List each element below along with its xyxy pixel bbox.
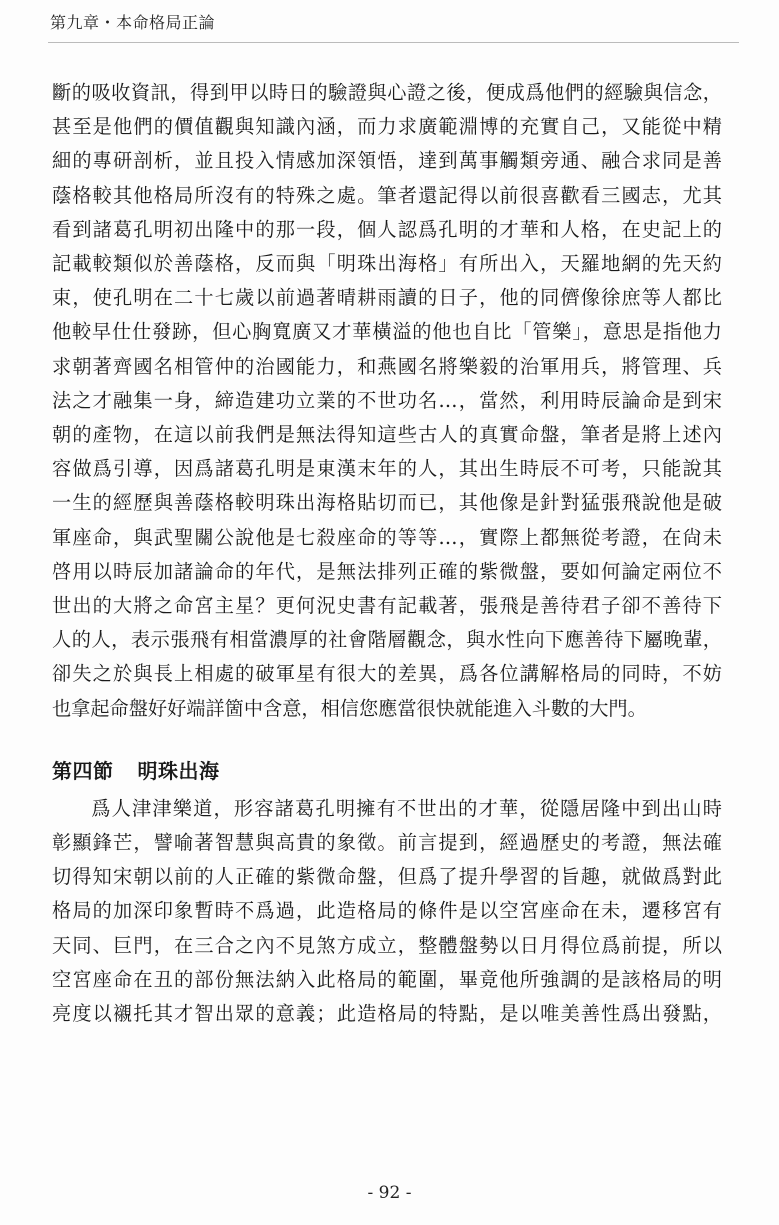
running-header: 第九章・本命格局正論: [50, 13, 216, 32]
text-line: 蔭格較其他格局所沒有的特殊之處。筆者還記得以前很喜歡看三國志，尤其: [52, 183, 722, 207]
body-paragraph: [52, 76, 722, 726]
text-line: 他較早仕仕發跡，但心胸寬廣又才華橫溢的他也自比「管樂」，意思是指他力: [52, 320, 722, 344]
page-number: - 92 -: [367, 1183, 412, 1203]
text-line: 也拿起命盤好好端詳箇中含意，相信您應當很快就能進入斗數的大門。: [52, 696, 647, 720]
text-line: 一生的經歷與善蔭格較明珠出海格貼切而已，其他像是針對猛張飛說他是破: [52, 491, 722, 515]
text-line: 容做爲引導，因爲諸葛孔明是東漢末年的人，其出生時辰不可考，只能說其: [52, 457, 722, 481]
text-line: 朝的產物，在這以前我們是無法得知這些古人的真實命盤，筆者是將上述內: [52, 423, 722, 447]
text-line: 求朝著齊國名相管仲的治國能力，和燕國名將樂毅的治軍用兵，將管理、兵: [52, 354, 722, 378]
text-line: 亮度以襯托其才智出眾的意義；此造格局的特點，是以唯美善性爲出發點，: [52, 1002, 722, 1026]
header-rule: [48, 42, 739, 43]
text-line: 看到諸葛孔明初出隆中的那一段，個人認爲孔明的才華和人格，在史記上的: [52, 217, 722, 241]
text-line: 人的人，表示張飛有相當濃厚的社會階層觀念，與水性向下應善待下屬晚輩，: [52, 628, 722, 652]
text-line: 斷的吸收資訊，得到甲以時日的驗證與心證之後，便成爲他們的經驗與信念，: [52, 81, 722, 104]
text-line-content: 爲人津津樂道，形容諸葛孔明擁有不世出的才華，從隱居隆中到出山時: [90, 796, 722, 820]
text-line: 空宮座命在丑的部份無法納入此格局的範圍，畢竟他所強調的是該格局的明: [52, 967, 722, 991]
text-line: 卻失之於與長上相處的破軍星有很大的差異，爲各位講解格局的同時，不妨: [52, 662, 722, 686]
text-line: 世出的大將之命宮主星？更何況史書有記載著，張飛是善待君子卻不善待下: [52, 594, 722, 618]
body-paragraph: [52, 792, 722, 1031]
text-line: 軍座命，與武聖關公說他是七殺座命的等等…，實際上都無從考證，在尙未: [52, 525, 722, 549]
text-line: 啓用以時辰加諸論命的年代，是無法排列正確的紫微盤，要如何論定兩位不: [52, 559, 722, 583]
text-line: 記載較類似於善蔭格，反而與「明珠出海格」有所出入，天羅地網的先天約: [52, 252, 722, 276]
page-content: [52, 76, 722, 1031]
section-number: 第四節: [52, 758, 114, 783]
text-line: 束，使孔明在二十七歲以前過著晴耕雨讀的日子，他的同儕像徐庶等人都比: [52, 286, 722, 310]
text-line: 細的專研剖析，並且投入情感加深領悟，達到萬事觸類旁通、融合求同是善: [52, 149, 722, 173]
text-line: 甚至是他們的價值觀與知識內涵，而力求廣範淵博的充實自己，又能從中精: [52, 115, 722, 139]
text-line: 彰顯鋒芒，譬喻著智慧與高貴的象徵。前言提到，經過歷史的考證，無法確: [52, 831, 722, 855]
text-line: 切得知宋朝以前的人正確的紫微命盤，但爲了提升學習的旨趣，就做爲對此: [52, 865, 722, 889]
section-heading: [52, 754, 722, 788]
text-line-indented: [52, 792, 722, 826]
text-line: 法之才融集一身，締造建功立業的不世功名…，當然，利用時辰論命是到宋: [52, 388, 722, 412]
section-title: 明珠出海: [137, 758, 220, 783]
text-line: 天同、巨門，在三合之內不見煞方成立，整體盤勢以日月得位爲前提，所以: [52, 933, 722, 957]
text-line: 格局的加深印象暫時不爲過，此造格局的條件是以空宮座命在未，遷移宮有: [52, 899, 722, 923]
